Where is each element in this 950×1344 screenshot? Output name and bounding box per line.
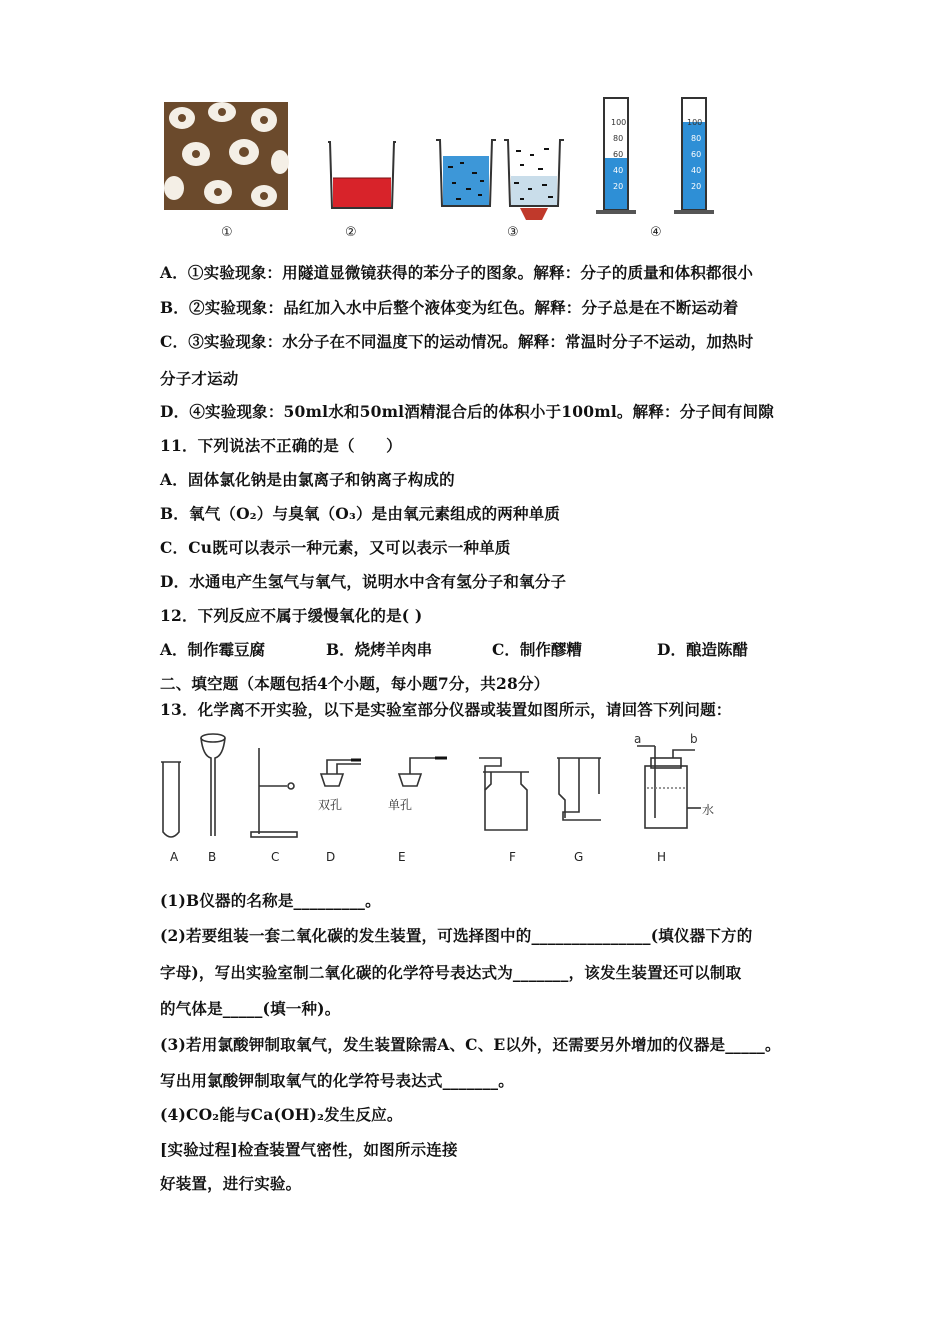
figure-caption-4: ④ (650, 225, 662, 240)
q12-option-b: B．烧烤羊肉串 (326, 640, 433, 659)
q12-option-a: A．制作霉豆腐 (160, 640, 266, 659)
q13-part-2-continued: 字母)，写出实验室制二氧化碳的化学符号表达式为_______，该发生装置还可以制取 (160, 963, 742, 982)
beakers-water-molecules (436, 140, 564, 220)
gas-collecting-bottle (479, 758, 529, 830)
apparatus-label-f: F (509, 850, 516, 864)
tick-label: 80 (613, 134, 624, 143)
q11-option-d: D．水通电产生氢气与氧气，说明水中含有氢分子和氧分子 (160, 572, 567, 591)
iron-stand (251, 748, 297, 837)
q10-option-a: A．①实验现象：用隧道显微镜获得的苯分子的图象。解释：分子的质量和体积都很小 (160, 263, 754, 282)
water-label: 水 (702, 803, 715, 817)
tick-label: 60 (691, 150, 702, 159)
q10-option-c: C．③实验现象：水分子在不同温度下的运动情况。解释：常温时分子不运动，加热时 (160, 332, 754, 351)
q11-option-a: A．固体氯化钠是由氯离子和钠离子构成的 (160, 470, 455, 489)
q13-part-4: (4)CO₂能与Ca(OH)₂发生反应。 (160, 1105, 403, 1124)
test-tube (161, 762, 181, 837)
one-hole-stopper (399, 758, 447, 786)
port-label-a: a (634, 732, 642, 746)
port-label-b: b (690, 732, 698, 746)
q10-option-d: D．④实验现象：50ml水和50ml酒精混合后的体积小于100ml。解释：分子间有间隙 (160, 402, 774, 421)
apparatus-label-g: G (574, 850, 584, 864)
stopper-label-double: 双孔 (318, 798, 343, 812)
gas-washing-bottle (637, 746, 701, 828)
long-neck-funnel (201, 734, 225, 836)
apparatus-label-e: E (398, 850, 406, 864)
q13-part-3: (3)若用氯酸钾制取氧气，发生装置除需A、C、E以外，还需要另外增加的仪器是_____。 (160, 1035, 781, 1054)
q12-option-c: C．制作醪糟 (492, 640, 582, 659)
tick-label: 40 (691, 166, 702, 175)
q13-experiment-process-continued: 好装置，进行实验。 (160, 1174, 302, 1193)
stm-benzene-image (164, 102, 289, 210)
q13-experiment-process: [实验过程]检查装置气密性，如图所示连接 (160, 1140, 458, 1159)
tick-label: 100 (611, 118, 627, 127)
q13-part-2-end: 的气体是_____(填一种)。 (160, 999, 341, 1018)
figure-lab-apparatus (155, 728, 735, 846)
q11-stem: 11．下列说法不正确的是（ ） (160, 436, 402, 455)
q10-option-b: B．②实验现象：品红加入水中后整个液体变为红色。解释：分子总是在不断运动着 (160, 298, 739, 317)
q11-option-c: C．Cu既可以表示一种元素，又可以表示一种单质 (160, 538, 511, 557)
figure-caption-3: ③ (507, 225, 519, 240)
q13-part-3-continued: 写出用氯酸钾制取氧气的化学符号表达式_______。 (160, 1071, 514, 1090)
q13-part-1: (1)B仪器的名称是_________。 (160, 891, 381, 910)
apparatus-label-d: D (326, 850, 336, 864)
tick-label: 20 (613, 182, 624, 191)
q13-part-2: (2)若要组装一套二氧化碳的发生装置，可选择图中的_______________(填仪器下方的 (160, 926, 753, 945)
tick-label: 100 (687, 118, 703, 127)
q11-option-b: B．氧气（O₂）与臭氧（O₃）是由氧元素组成的两种单质 (160, 504, 561, 523)
stopper-label-single: 单孔 (388, 798, 413, 812)
q12-stem: 12．下列反应不属于缓慢氧化的是( ) (160, 606, 423, 625)
q13-stem: 13．化学离不开实验，以下是实验室部分仪器或装置如图所示，请回答下列问题： (160, 700, 732, 719)
tick-label: 40 (613, 166, 624, 175)
figure-caption-1: ① (221, 225, 233, 240)
beaker-red-dye (328, 142, 396, 208)
apparatus-label-b: B (208, 850, 217, 864)
apparatus-label-h: H (657, 850, 667, 864)
q12-option-d: D．酿造陈醋 (657, 640, 748, 659)
figure-molecule-experiments (160, 92, 730, 222)
tick-label: 20 (691, 182, 702, 191)
q10-option-c-continued: 分子才运动 (160, 369, 239, 388)
tick-label: 80 (691, 134, 702, 143)
apparatus-label-a: A (170, 850, 179, 864)
water-trough-setup (557, 758, 601, 820)
figure-caption-2: ② (345, 225, 357, 240)
two-hole-stopper (321, 760, 361, 786)
tick-label: 60 (613, 150, 624, 159)
apparatus-label-c: C (271, 850, 280, 864)
section-heading: 二、填空题（本题包括4个小题，每小题7分，共28分） (160, 674, 550, 693)
